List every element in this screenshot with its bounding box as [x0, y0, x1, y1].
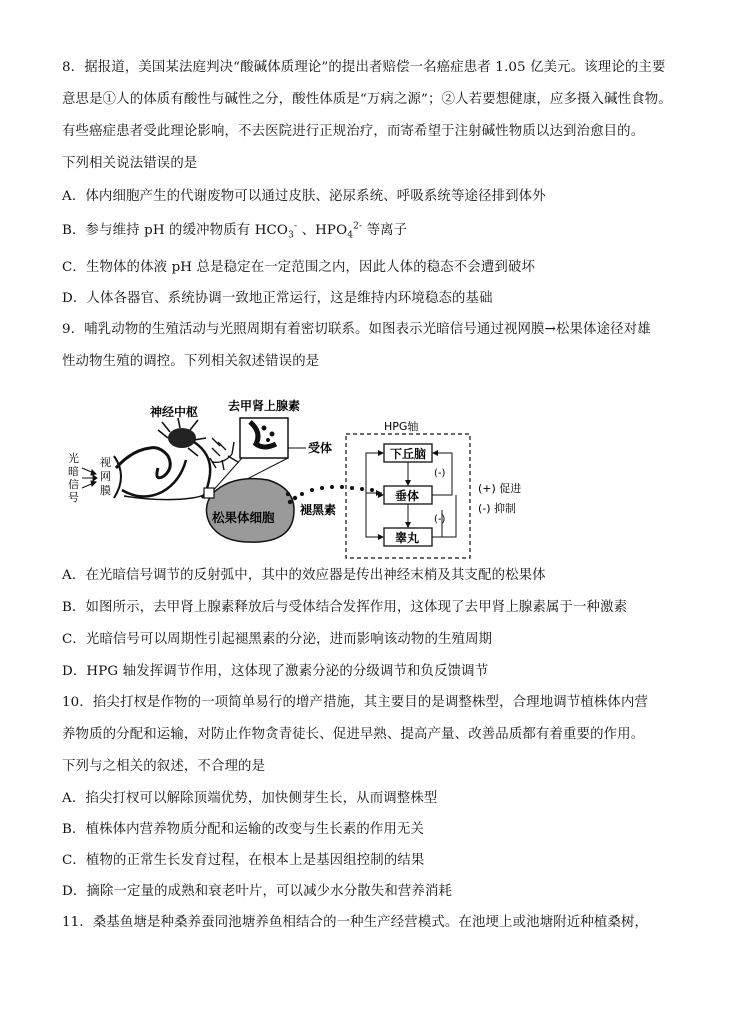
synapse-box [240, 418, 288, 458]
efferent-path [122, 460, 186, 497]
q9-option-c: C．光暗信号可以周期性引起褪黑素的分泌，进而影响该动物的生殖周期 [62, 632, 493, 647]
light-signal-char-2: 暗 [68, 465, 79, 478]
q8-option-c: C．生物体的体液 pH 总是稳定在一定范围之内，因此人体的稳态不会遭到破坏 [62, 260, 536, 275]
feedback-minus-2: (-) [434, 514, 446, 525]
q9-stem-line-1: 9．哺乳动物的生殖活动与光照周期有着密切联系。如图表示光暗信号通过视网膜→松果体途径对雄 [62, 322, 651, 337]
q10-stem-line-3: 下列与之相关的叙述，不合理的是 [62, 759, 266, 774]
q10-stem-line-2: 养物质的分配和运输，对防止作物贪青徒长、促进早熟、提高产量、改善品质都有着重要的作用。 [62, 727, 645, 742]
testis-label: 睾丸 [395, 531, 420, 545]
q8-option-b-pre: B．参与维持 pH 的缓冲物质有 HCO [62, 223, 289, 238]
q10-option-b: B．植株体内营养物质分配和运输的改变与生长素的作用无关 [62, 822, 425, 837]
q8-option-b-sup2: 2- [353, 221, 363, 232]
light-arrows [82, 468, 97, 488]
hypothalamus-label: 下丘脑 [390, 447, 427, 461]
afferent-neuron [116, 448, 170, 478]
pituitary-label: 垂体 [395, 489, 420, 503]
feedback-minus-1: (-) [434, 468, 446, 479]
q8-option-b-sub1: 3 [288, 230, 294, 241]
q8-option-b-sup1: - [293, 221, 298, 232]
nerve-center-label: 神经中枢 [150, 405, 199, 419]
q8-option-b-post: 等离子 [362, 223, 408, 238]
q8-option-b-mid: 、HPO [297, 223, 348, 238]
q9-stem-line-2: 性动物生殖的调控。下列相关叙述错误的是 [62, 354, 320, 369]
hpg-axis-diagram [62, 398, 532, 560]
nerve-center-neuron [168, 428, 196, 448]
q8-option-d: D．人体各器官、系统协调一致地正常运行，这是维持内环境稳态的基础 [62, 291, 493, 306]
vesicle-3 [266, 438, 270, 442]
norepinephrine-label: 去甲肾上腺素 [228, 399, 301, 413]
q8-stem-line-2: 意思是①人的体质有酸性与碱性之分，酸性体质是“万病之源”；②人若要想健康，应多摄入碱性食物。 [62, 92, 672, 107]
q9-option-d: D．HPG 轴发挥调节作用，这体现了激素分泌的分级调节和负反馈调节 [62, 664, 489, 679]
neuron-branches [210, 442, 226, 468]
legend-promote: (+) 促进 [478, 482, 522, 495]
q10-option-a: A．掐尖打杈可以解除顶端优势，加快侧芽生长，从而调整株型 [62, 791, 438, 806]
retina-char-2: 网 [100, 470, 111, 483]
q8-option-a: A．体内细胞产生的代谢废物可以通过皮肤、泌尿系统、呼吸系统等途径排到体外 [62, 189, 546, 204]
legend-inhibit: (-) 抑制 [478, 502, 517, 515]
hpg-axis-title: HPG轴 [384, 420, 419, 433]
interneuron [212, 438, 238, 470]
q9-option-a: A．在光暗信号调节的反射弧中，其中的效应器是传出神经末梢及其支配的松果体 [62, 568, 546, 583]
melatonin-label: 褪黑素 [300, 503, 337, 517]
q8-stem-line-3: 有些癌症患者受此理论影响，不去医院进行正规治疗，而寄希望于注射碱性物质以达到治愈目的。 [62, 124, 645, 139]
vesicle-1 [262, 426, 267, 431]
light-signal-char-1: 光 [68, 452, 79, 465]
vesicle-2 [270, 432, 275, 437]
q8-option-b-sub2: 4 [347, 230, 354, 241]
q10-option-d: D．摘除一定量的成熟和衰老叶片，可以减少水分散失和营养消耗 [62, 884, 453, 899]
q9-option-b: B．如图所示，去甲肾上腺素释放后与受体结合发挥作用，这体现了去甲肾上腺素属于一种激素 [62, 600, 628, 615]
light-signal-char-4: 号 [68, 491, 79, 504]
q8-option-b [62, 221, 702, 241]
pineal-synapse-marker [204, 488, 214, 498]
receptor-label: 受体 [308, 441, 333, 455]
retina-char-3: 膜 [100, 484, 111, 497]
q8-stem-line-1: 8．据报道，美国某法庭判决“酸碱体质理论”的提出者赔偿一名癌症患者 1.05 亿美元。该理论的主要 [62, 60, 666, 75]
q10-stem-line-1: 10．掐尖打杈是作物的一项简单易行的增产措施，其主要目的是调整株型，合理地调节植株体内营 [62, 695, 649, 710]
retina-char-1: 视 [100, 456, 111, 469]
light-signal-char-3: 信 [68, 478, 79, 491]
q8-stem-line-4: 下列相关说法错误的是 [62, 156, 198, 171]
melatonin-granules [286, 485, 374, 504]
q10-option-c: C．植物的正常生长发育过程，在根本上是基因组控制的结果 [62, 853, 425, 868]
pineal-cell-label: 松果体细胞 [212, 510, 275, 525]
q11-stem-line-1: 11．桑基鱼塘是种桑养蚕同池塘养鱼相结合的一种生产经营模式。在池埂上或池塘附近种植桑树， [62, 915, 649, 930]
